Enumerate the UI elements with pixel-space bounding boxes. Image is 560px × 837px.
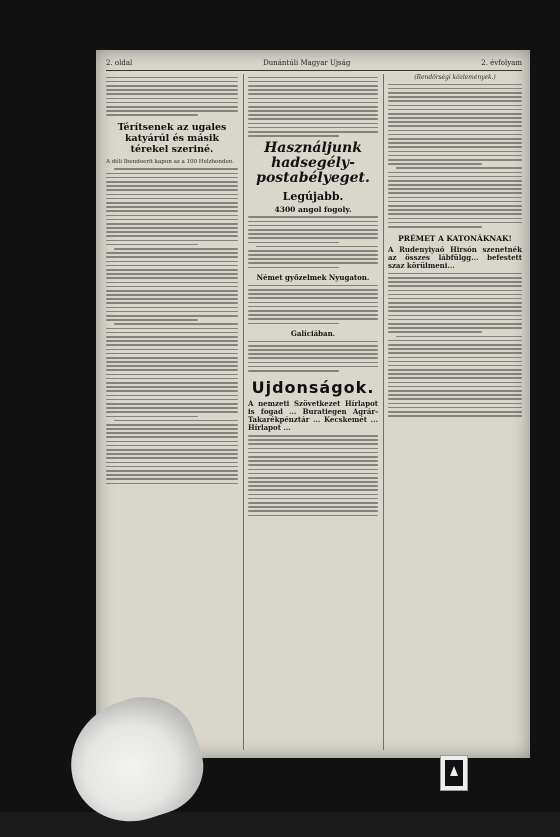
column-rule (243, 74, 244, 750)
police-heading: (Rendőrségi közlemények.) (414, 74, 496, 81)
text-block (106, 77, 238, 752)
archive-logo-icon (440, 755, 468, 791)
column-right (388, 74, 522, 752)
section-title-galicia: Galíciában. (290, 329, 336, 339)
newspaper-page (96, 50, 530, 758)
section-title-premet: PRÉMET A KATONÁKNAK! (398, 233, 512, 243)
article-title: Térítsenek az ugales katyárúl és másik térekel szeriné. (117, 121, 227, 155)
newspaper-title: Dunántúli Magyar Ujság (263, 59, 351, 67)
bold-notice-right: A Rudenyiyaó Hirsón szenetnék az összes lábfülgg... befestett szaz körülmeni... (388, 244, 522, 270)
section-title-legujabb: Legújabb. (282, 189, 344, 203)
section-subtitle: 4300 angol fogoly. (274, 204, 352, 214)
bold-notice: A nemzeti Szövetkezet Hírlapot is fogad ... Buratiegen Agrár-Takarékpénztár ... Kecskemét ... Hírlapot ... (248, 398, 378, 433)
page-number-right: 2. évfolyam (481, 59, 522, 67)
ad-headline: Használjunk hadsegély-postabélyeget. (256, 139, 370, 186)
column-rule (383, 74, 384, 750)
column-middle (248, 74, 378, 752)
page-number-left: 2. oldal (106, 59, 133, 67)
column-left (106, 74, 238, 752)
section-title-german: Német győzelmek Nyugaton. (256, 273, 370, 283)
article-lead: A déli Ibendoerit kapun az a 100 Helzhonden. (106, 158, 235, 165)
page-header (106, 56, 522, 71)
section-title-ujdonsagok: Ujdonságok. (251, 377, 375, 397)
